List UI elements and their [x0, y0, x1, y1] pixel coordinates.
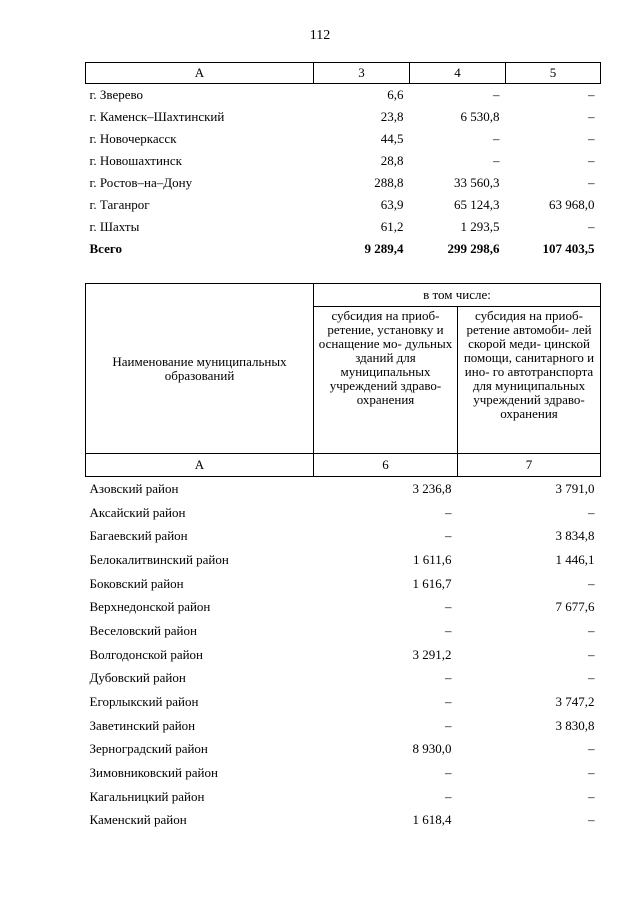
- header-group-including: в том числе:: [314, 284, 601, 307]
- row-name: Верхнедонской район: [89, 599, 211, 615]
- table-column-numbers-row: [86, 454, 601, 477]
- table-row: [86, 667, 601, 691]
- table-row: [86, 714, 601, 738]
- cell-col7: –: [588, 646, 595, 662]
- cell-col5: –: [588, 219, 595, 234]
- table-row: [86, 548, 601, 572]
- total-col3: 9 289,4: [364, 241, 404, 256]
- row-name: Кагальницкий район: [89, 788, 205, 804]
- row-name: г. Шахты: [89, 219, 140, 234]
- table-row: [86, 690, 601, 714]
- cell-col3: 6,6: [387, 87, 404, 102]
- total-col5: 107 403,5: [542, 241, 595, 256]
- table-subsidies: [85, 283, 601, 832]
- cell-col6: –: [445, 528, 452, 544]
- row-name: Аксайский район: [89, 504, 186, 520]
- cell-col6: –: [445, 504, 452, 520]
- table-row: [86, 150, 601, 172]
- cell-col7: 3 791,0: [555, 480, 595, 496]
- table-row: [86, 194, 601, 216]
- cell-col6: –: [445, 694, 452, 710]
- row-name: г. Новочеркасск: [89, 131, 177, 146]
- cell-col6: –: [445, 670, 452, 686]
- cell-col4: 33 560,3: [454, 175, 500, 190]
- cell-col3: 44,5: [380, 131, 404, 146]
- row-name: Азовский район: [89, 480, 179, 496]
- row-name: Зерноградский район: [89, 741, 208, 757]
- cell-col5: –: [588, 109, 595, 124]
- cell-col5: –: [588, 131, 595, 146]
- row-name: Зимовниковский район: [89, 765, 218, 781]
- table-row: [86, 84, 601, 107]
- table-row: [86, 738, 601, 762]
- table-row: [86, 501, 601, 525]
- cell-col7: –: [588, 812, 595, 828]
- total-row: [86, 238, 601, 260]
- row-name: Каменский район: [89, 812, 187, 828]
- cell-col7: –: [588, 622, 595, 638]
- table-row: [86, 643, 601, 667]
- cell-col7: 3 830,8: [555, 717, 595, 733]
- table-row: [86, 106, 601, 128]
- row-name: г. Зверево: [89, 87, 144, 102]
- cell-col6: –: [445, 622, 452, 638]
- table-header-row: [86, 284, 601, 307]
- cell-col7: 1 446,1: [555, 551, 595, 567]
- cell-col7: –: [588, 765, 595, 781]
- row-name: г. Каменск–Шахтинский: [89, 109, 225, 124]
- col-number-6: 6: [314, 454, 458, 477]
- cell-col5: –: [588, 175, 595, 190]
- table-row: [86, 128, 601, 150]
- table-row: [86, 761, 601, 785]
- row-name: Егорлыкский район: [89, 694, 199, 710]
- table-row: [86, 619, 601, 643]
- table-row: [86, 595, 601, 619]
- table-row: [86, 172, 601, 194]
- cell-col6: –: [445, 788, 452, 804]
- cell-col5: –: [588, 153, 595, 168]
- row-name: Заветинский район: [89, 717, 196, 733]
- row-name: г. Новошахтинск: [89, 153, 182, 168]
- cell-col6: 1 618,4: [412, 812, 452, 828]
- col-number-7: 7: [458, 454, 601, 477]
- col-header-4: 4: [410, 63, 506, 84]
- col-header-3: 3: [314, 63, 410, 84]
- total-label: Всего: [89, 241, 122, 256]
- cell-col3: 23,8: [380, 109, 404, 124]
- cell-col7: 3 747,2: [555, 694, 595, 710]
- cell-col7: –: [588, 575, 595, 591]
- cell-col4: 65 124,3: [454, 197, 500, 212]
- cell-col6: –: [445, 717, 452, 733]
- cell-col4: –: [493, 153, 500, 168]
- table-row: [86, 477, 601, 501]
- header-col7-ambulances: субсидия на приоб- ретение автомоби- лей скорой меди- цинской помощи, санитарного и ино- го автотранспорта для муниципальных учреждений здраво- охранения: [458, 307, 601, 454]
- row-name: Боковский район: [89, 575, 184, 591]
- cell-col7: 7 677,6: [555, 599, 595, 615]
- header-col6-modular-buildings: субсидия на приоб- ретение, установку и оснащение мо- дульных зданий для муниципальных учреждений здраво- охранения: [314, 307, 458, 454]
- table-row: [86, 216, 601, 238]
- cell-col6: –: [445, 765, 452, 781]
- table-row: [86, 572, 601, 596]
- row-name: Багаевский район: [89, 528, 188, 544]
- col-number-a: А: [86, 454, 314, 477]
- cell-col3: 28,8: [380, 153, 404, 168]
- cell-col5: 63 968,0: [549, 197, 595, 212]
- total-col4: 299 298,6: [447, 241, 500, 256]
- row-name: Белокалитвинский район: [89, 551, 229, 567]
- row-name: Веселовский район: [89, 622, 197, 638]
- cell-col3: 61,2: [380, 219, 404, 234]
- row-name: г. Ростов–на–Дону: [89, 175, 193, 190]
- row-name: Дубовский район: [89, 670, 186, 686]
- page-number: 112: [309, 28, 331, 43]
- cell-col3: 288,8: [374, 175, 404, 190]
- cell-col6: 1 616,7: [412, 575, 452, 591]
- cell-col7: –: [588, 741, 595, 757]
- row-name: г. Таганрог: [89, 197, 150, 212]
- cell-col6: 3 236,8: [412, 480, 452, 496]
- cell-col4: 6 530,8: [460, 109, 500, 124]
- cell-col7: –: [588, 788, 595, 804]
- cell-col7: 3 834,8: [555, 528, 595, 544]
- table-row: [86, 809, 601, 833]
- header-municipality-name: Наименование муниципальных образований: [86, 284, 314, 454]
- col-header-a: А: [86, 63, 314, 84]
- table-continuation: [85, 62, 601, 260]
- cell-col6: 3 291,2: [412, 646, 452, 662]
- table-header-row: [86, 63, 601, 84]
- cell-col3: 63,9: [380, 197, 404, 212]
- row-name: Волгодонской район: [89, 646, 204, 662]
- cell-col7: –: [588, 504, 595, 520]
- cell-col4: 1 293,5: [460, 219, 500, 234]
- cell-col4: –: [493, 87, 500, 102]
- col-header-5: 5: [506, 63, 601, 84]
- cell-col6: 8 930,0: [412, 741, 452, 757]
- cell-col6: 1 611,6: [412, 551, 452, 567]
- cell-col7: –: [588, 670, 595, 686]
- cell-col4: –: [493, 131, 500, 146]
- table-row: [86, 524, 601, 548]
- cell-col5: –: [588, 87, 595, 102]
- table-row: [86, 785, 601, 809]
- cell-col6: –: [445, 599, 452, 615]
